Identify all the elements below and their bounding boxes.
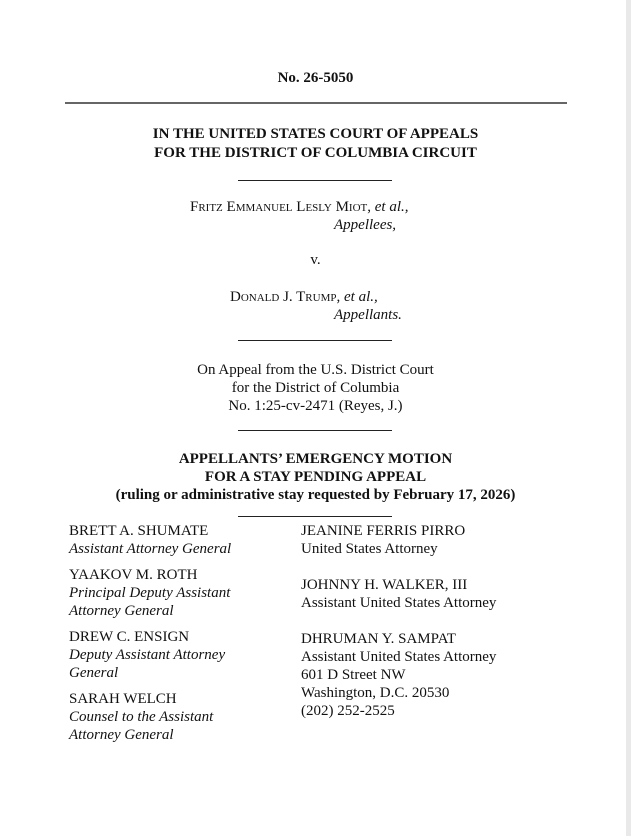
- counsel-title: Assistant Attorney General: [69, 541, 232, 557]
- counsel-title: Attorney General: [69, 727, 174, 743]
- divider-rule-3: [238, 430, 392, 431]
- counsel-name: DHRUMAN Y. SAMPAT: [301, 631, 456, 647]
- appellants-name: Donald J. Trump: [230, 289, 337, 305]
- counsel-title: General: [69, 665, 119, 681]
- court-name: [0, 125, 631, 163]
- counsel-name: SARAH WELCH: [69, 691, 177, 707]
- counsel-title: Attorney General: [69, 603, 174, 619]
- spacer: [69, 620, 231, 628]
- appellants-line: Donald J. Trump, et al.,: [230, 289, 378, 305]
- versus: v.: [310, 252, 321, 268]
- divider-rule-2: [238, 340, 392, 341]
- appellees-name: Fritz Emmanuel Lesly Miot: [190, 199, 368, 215]
- counsel-name: YAAKOV M. ROTH: [69, 567, 198, 583]
- counsel-title: Principal Deputy Assistant: [69, 585, 231, 601]
- court-line-1: IN THE UNITED STATES COURT OF APPEALS: [152, 126, 479, 142]
- counsel-title: Assistant United States Attorney: [301, 649, 497, 665]
- spacer: [69, 682, 231, 690]
- header-rule: [65, 102, 567, 104]
- motion-line-2: FOR A STAY PENDING APPEAL: [204, 469, 427, 485]
- motion-line-3: (ruling or administrative stay requested by February 17, 2026): [115, 487, 516, 503]
- counsel-title: Assistant United States Attorney: [301, 595, 497, 611]
- appellees-etal: et al.,: [374, 199, 409, 215]
- counsel-title: United States Attorney: [301, 541, 438, 557]
- appellants-role: Appellants.: [334, 307, 402, 323]
- counsel-title: Counsel to the Assistant: [69, 709, 214, 725]
- appellants-etal: et al.,: [344, 289, 378, 305]
- court-line-2: FOR THE DISTRICT OF COLUMBIA CIRCUIT: [154, 145, 477, 161]
- appellees-line: Fritz Emmanuel Lesly Miot, et al.,: [190, 199, 409, 215]
- motion-title: [0, 450, 631, 504]
- counsel-name: JEANINE FERRIS PIRRO: [301, 523, 466, 539]
- motion-line-1: APPELLANTS’ EMERGENCY MOTION: [178, 451, 453, 467]
- appellees-role: Appellees,: [334, 217, 397, 233]
- divider-rule-4: [238, 516, 392, 517]
- case-number: No. 26-5050: [277, 70, 354, 86]
- counsel-name: JOHNNY H. WALKER, III: [301, 577, 468, 593]
- spacer: [301, 612, 496, 630]
- divider-rule-1: [238, 180, 392, 181]
- counsel-name: BRETT A. SHUMATE: [69, 523, 209, 539]
- counsel-title: Deputy Assistant Attorney: [69, 647, 226, 663]
- phone-number: (202) 252-2525: [301, 703, 395, 719]
- counsel-name: DREW C. ENSIGN: [69, 629, 190, 645]
- appeal-line-2: for the District of Columbia: [231, 380, 400, 396]
- address-line: 601 D Street NW: [301, 667, 406, 683]
- spacer: [69, 558, 231, 566]
- appeal-from: [0, 361, 631, 415]
- appeal-line-3: No. 1:25-cv-2471 (Reyes, J.): [228, 398, 403, 414]
- counsel-right-column: [301, 522, 496, 720]
- counsel-left-column: [69, 522, 231, 744]
- appeal-line-1: On Appeal from the U.S. District Court: [197, 362, 434, 378]
- spacer: [301, 558, 496, 576]
- address-line: Washington, D.C. 20530: [301, 685, 450, 701]
